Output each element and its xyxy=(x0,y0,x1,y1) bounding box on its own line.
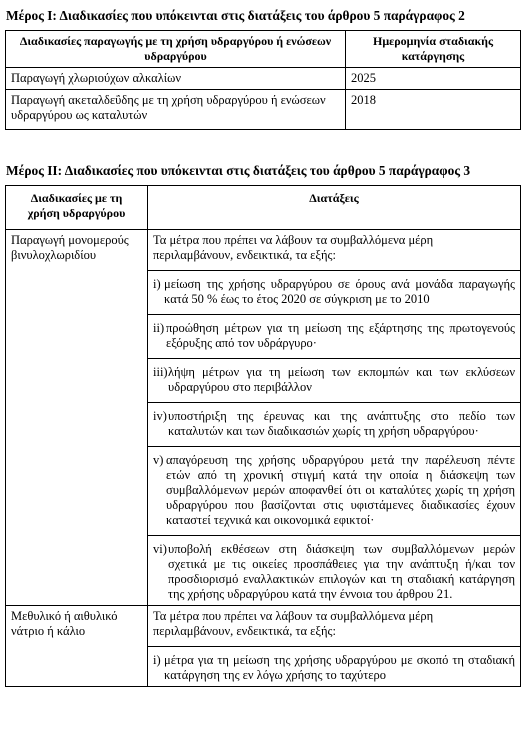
provisions-cell xyxy=(148,230,521,606)
item-text: υποστήριξη της έρευνας και της ανάπτυξης στο πεδίο των καταλυτών και των διαδικασιών χωρίς τη χρήση υδραργύρου· xyxy=(168,409,515,438)
table-row xyxy=(6,606,521,687)
table-row xyxy=(6,68,521,90)
part2-header-process: Διαδικασίες με τη χρήση υδραργύρου xyxy=(6,186,148,230)
list-item xyxy=(153,453,515,528)
item-text: προώθηση μέτρων για τη μείωση της εξάρτησης της πρωτογενούς εξόρυξης από τον υδράργυρο· xyxy=(166,321,515,350)
part2-header-provisions: Διατάξεις xyxy=(148,186,521,230)
table-row xyxy=(6,230,521,606)
process-cell: Παραγωγή μονομερούς βινυλοχλωριδίου xyxy=(6,230,148,606)
provisions-intro: Τα μέτρα που πρέπει να λάβουν τα συμβαλλόμενα μέρη περιλαμβάνουν, ενδεικτικά, τα εξής: xyxy=(153,233,434,262)
item-label: i) xyxy=(153,653,161,667)
list-item xyxy=(153,277,515,307)
part2-heading: Μέρος ΙΙ: Διαδικασίες που υπόκεινται στις διατάξεις του άρθρου 5 παράγραφος 3 xyxy=(6,163,471,178)
item-text: υποβολή εκθέσεων στη διάσκεψη των συμβαλλόμενων μερών σχετικά με τις οικείες προσπάθειες για την ανάπτυξη ή/και τον προσδιορισμό εναλλακτικών επιλογών και τη σταδιακή κατάργηση της χρήσης υδραργύρου κατά την έννοια του άρθρου 21. xyxy=(168,542,515,601)
list-item xyxy=(153,653,515,683)
item-label: iv) xyxy=(153,409,167,423)
item-text: μείωση της χρήσης υδραργύρου σε όρους ανά μονάδα παραγωγής κατά 50 % έως το έτος 2020 σε σύγκριση με το 2010 xyxy=(164,277,515,306)
date-cell: 2025 xyxy=(346,68,521,90)
part1-heading: Μέρος Ι: Διαδικασίες που υπόκεινται στις διατάξεις του άρθρου 5 παράγραφος 2 xyxy=(6,8,465,23)
item-text: απαγόρευση της χρήσης υδραργύρου μετά την παρέλευση πέντε ετών από τη χρονική στιγμή κατά την οποία η διάσκεψη των συμβαλλόμενων μερών αποφανθεί ότι οι καταλύτες χωρίς τη χρήση υδραργύρου που βασίζονται στις υφιστάμενες διαδικασίες έχουν καταστεί τεχνικά και οικονομικά εφικτοί· xyxy=(166,453,515,527)
item-label: i) xyxy=(153,277,161,291)
list-item xyxy=(153,409,515,439)
part1-table xyxy=(5,30,521,130)
process-cell: Παραγωγή ακεταλδεΰδης με τη χρήση υδραργύρου ή ενώσεων υδραργύρου ως καταλυτών xyxy=(6,90,346,130)
provisions-intro: Τα μέτρα που πρέπει να λάβουν τα συμβαλλόμενα μέρη περιλαμβάνουν, ενδεικτικά, τα εξής: xyxy=(153,609,434,638)
item-label: vi) xyxy=(153,542,167,556)
list-item xyxy=(153,365,515,395)
provisions-cell xyxy=(148,606,521,687)
date-cell: 2018 xyxy=(346,90,521,130)
list-item xyxy=(153,542,515,602)
process-cell: Παραγωγή χλωριούχων αλκαλίων xyxy=(6,68,346,90)
part1-header-date: Ημερομηνία σταδιακής κατάργησης xyxy=(346,31,521,68)
item-label: ii) xyxy=(153,321,165,335)
item-text: μέτρα για τη μείωση της χρήσης υδραργύρου με σκοπό τη σταδιακή κατάργηση της εν λόγω χρήσης το ταχύτερο xyxy=(164,653,515,682)
process-cell: Μεθυλικό ή αιθυλικό νάτριο ή κάλιο xyxy=(6,606,148,687)
part1-header-process: Διαδικασίες παραγωγής με τη χρήση υδραργύρου ή ενώσεων υδραργύρου xyxy=(6,31,346,68)
item-label: v) xyxy=(153,453,164,467)
item-label: iii) xyxy=(153,365,168,379)
item-text: λήψη μέτρων για τη μείωση των εκπομπών και των εκλύσεων υδραργύρου στο περιβάλλον xyxy=(168,365,515,394)
list-item xyxy=(153,321,515,351)
part2-table xyxy=(5,185,521,687)
table-row xyxy=(6,90,521,130)
